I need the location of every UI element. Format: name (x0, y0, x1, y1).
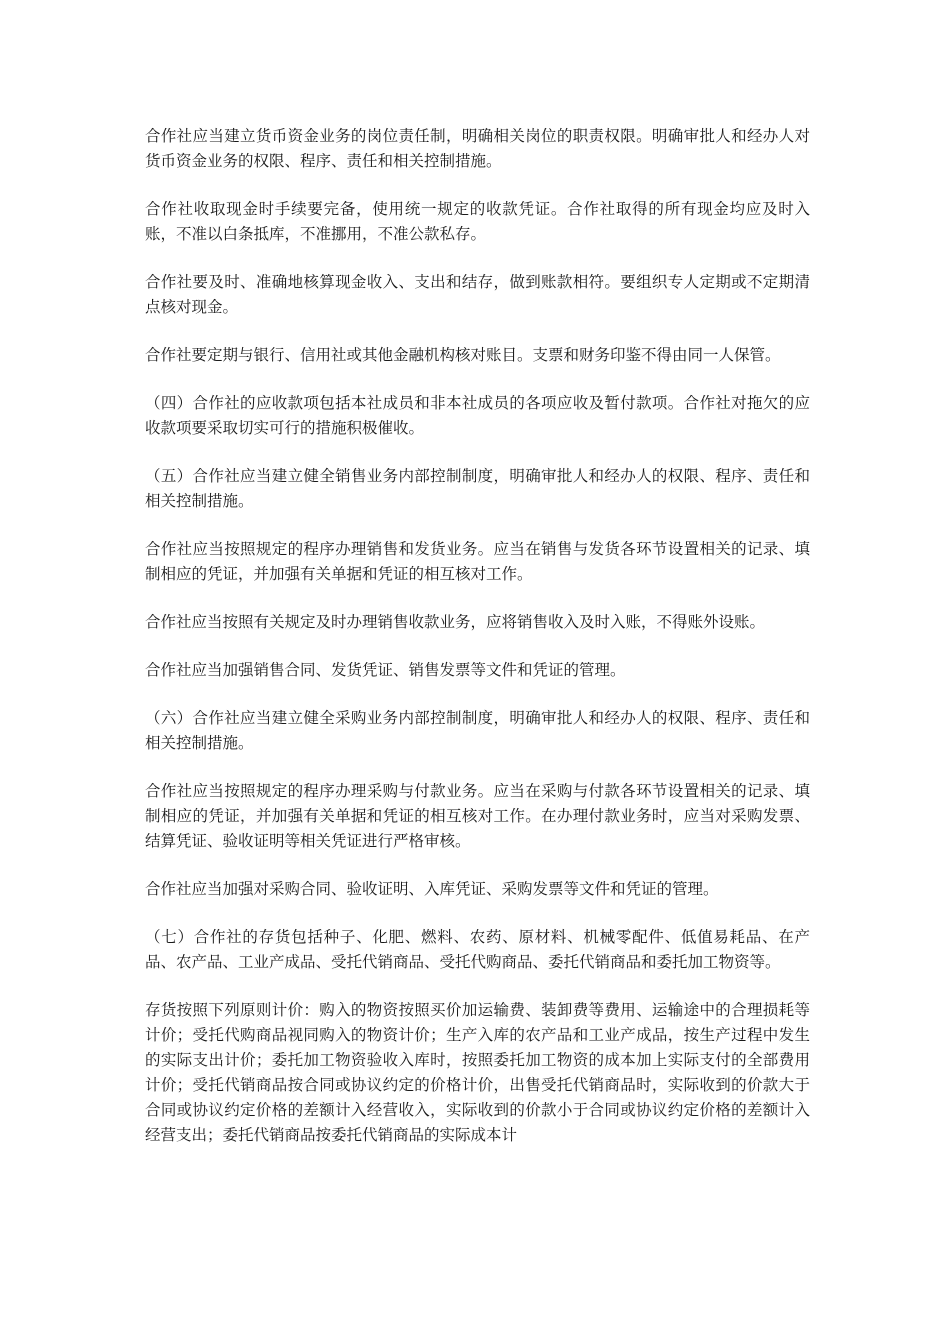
paragraph-9: 合作社应当加强销售合同、发货凭证、销售发票等文件和凭证的管理。 (145, 661, 626, 679)
paragraph-1: 合作社应当建立货币资金业务的岗位责任制，明确相关岗位的职责权限。明确审批人和经办人对货币资金业务的权限、程序、责任和相关控制措施。 (145, 127, 810, 170)
paragraph-12: 合作社应当加强对采购合同、验收证明、入库凭证、采购发票等文件和凭证的管理。 (145, 880, 719, 898)
paragraph-2: 合作社收取现金时手续要完备，使用统一规定的收款凭证。合作社取得的所有现金均应及时入账，不准以白条抵库，不准挪用，不准公款私存。 (145, 200, 810, 243)
paragraph-13: （七）合作社的存货包括种子、化肥、燃料、农药、原材料、机械零配件、低值易耗品、在产品、农产品、工业产成品、受托代销商品、受托代购商品、委托代销商品和委托加工物资等。 (145, 928, 810, 971)
paragraph-8: 合作社应当按照有关规定及时办理销售收款业务，应将销售收入及时入账，不得账外设账。 (145, 613, 766, 631)
paragraph-11: 合作社应当按照规定的程序办理采购与付款业务。应当在采购与付款各环节设置相关的记录、填制相应的凭证，并加强有关单据和凭证的相互核对工作。在办理付款业务时，应当对采购发票、结算凭证、验收证明等相关凭证进行严格审核。 (145, 782, 810, 850)
paragraph-14: 存货按照下列原则计价：购入的物资按照买价加运输费、装卸费等费用、运输途中的合理损耗等计价；受托代购商品视同购入的物资计价；生产入库的农产品和工业产成品，按生产过程中发生的实际支出计价；委托加工物资验收入库时，按照委托加工物资的成本加上实际支付的全部费用计价；受托代销商品按合同或协议约定的价格计价，出售受托代销商品时，实际收到的价款大于合同或协议约定价格的差额计入经营收入，实际收到的价款小于合同或协议约定价格的差额计入经营支出；委托代销商品按委托代销商品的实际成本计 (145, 1001, 810, 1144)
paragraph-6: （五）合作社应当建立健全销售业务内部控制制度，明确审批人和经办人的权限、程序、责任和相关控制措施。 (145, 467, 810, 510)
document-body (145, 124, 810, 1171)
paragraph-7: 合作社应当按照规定的程序办理销售和发货业务。应当在销售与发货各环节设置相关的记录、填制相应的凭证，并加强有关单据和凭证的相互核对工作。 (145, 540, 810, 583)
paragraph-10: （六）合作社应当建立健全采购业务内部控制制度，明确审批人和经办人的权限、程序、责任和相关控制措施。 (145, 709, 810, 752)
paragraph-4: 合作社要定期与银行、信用社或其他金融机构核对账目。支票和财务印鉴不得由同一人保管。 (145, 346, 781, 364)
paragraph-3: 合作社要及时、准确地核算现金收入、支出和结存，做到账款相符。要组织专人定期或不定期清点核对现金。 (145, 273, 810, 316)
paragraph-5: （四）合作社的应收款项包括本社成员和非本社成员的各项应收及暂付款项。合作社对拖欠的应收款项要采取切实可行的措施积极催收。 (145, 394, 810, 437)
